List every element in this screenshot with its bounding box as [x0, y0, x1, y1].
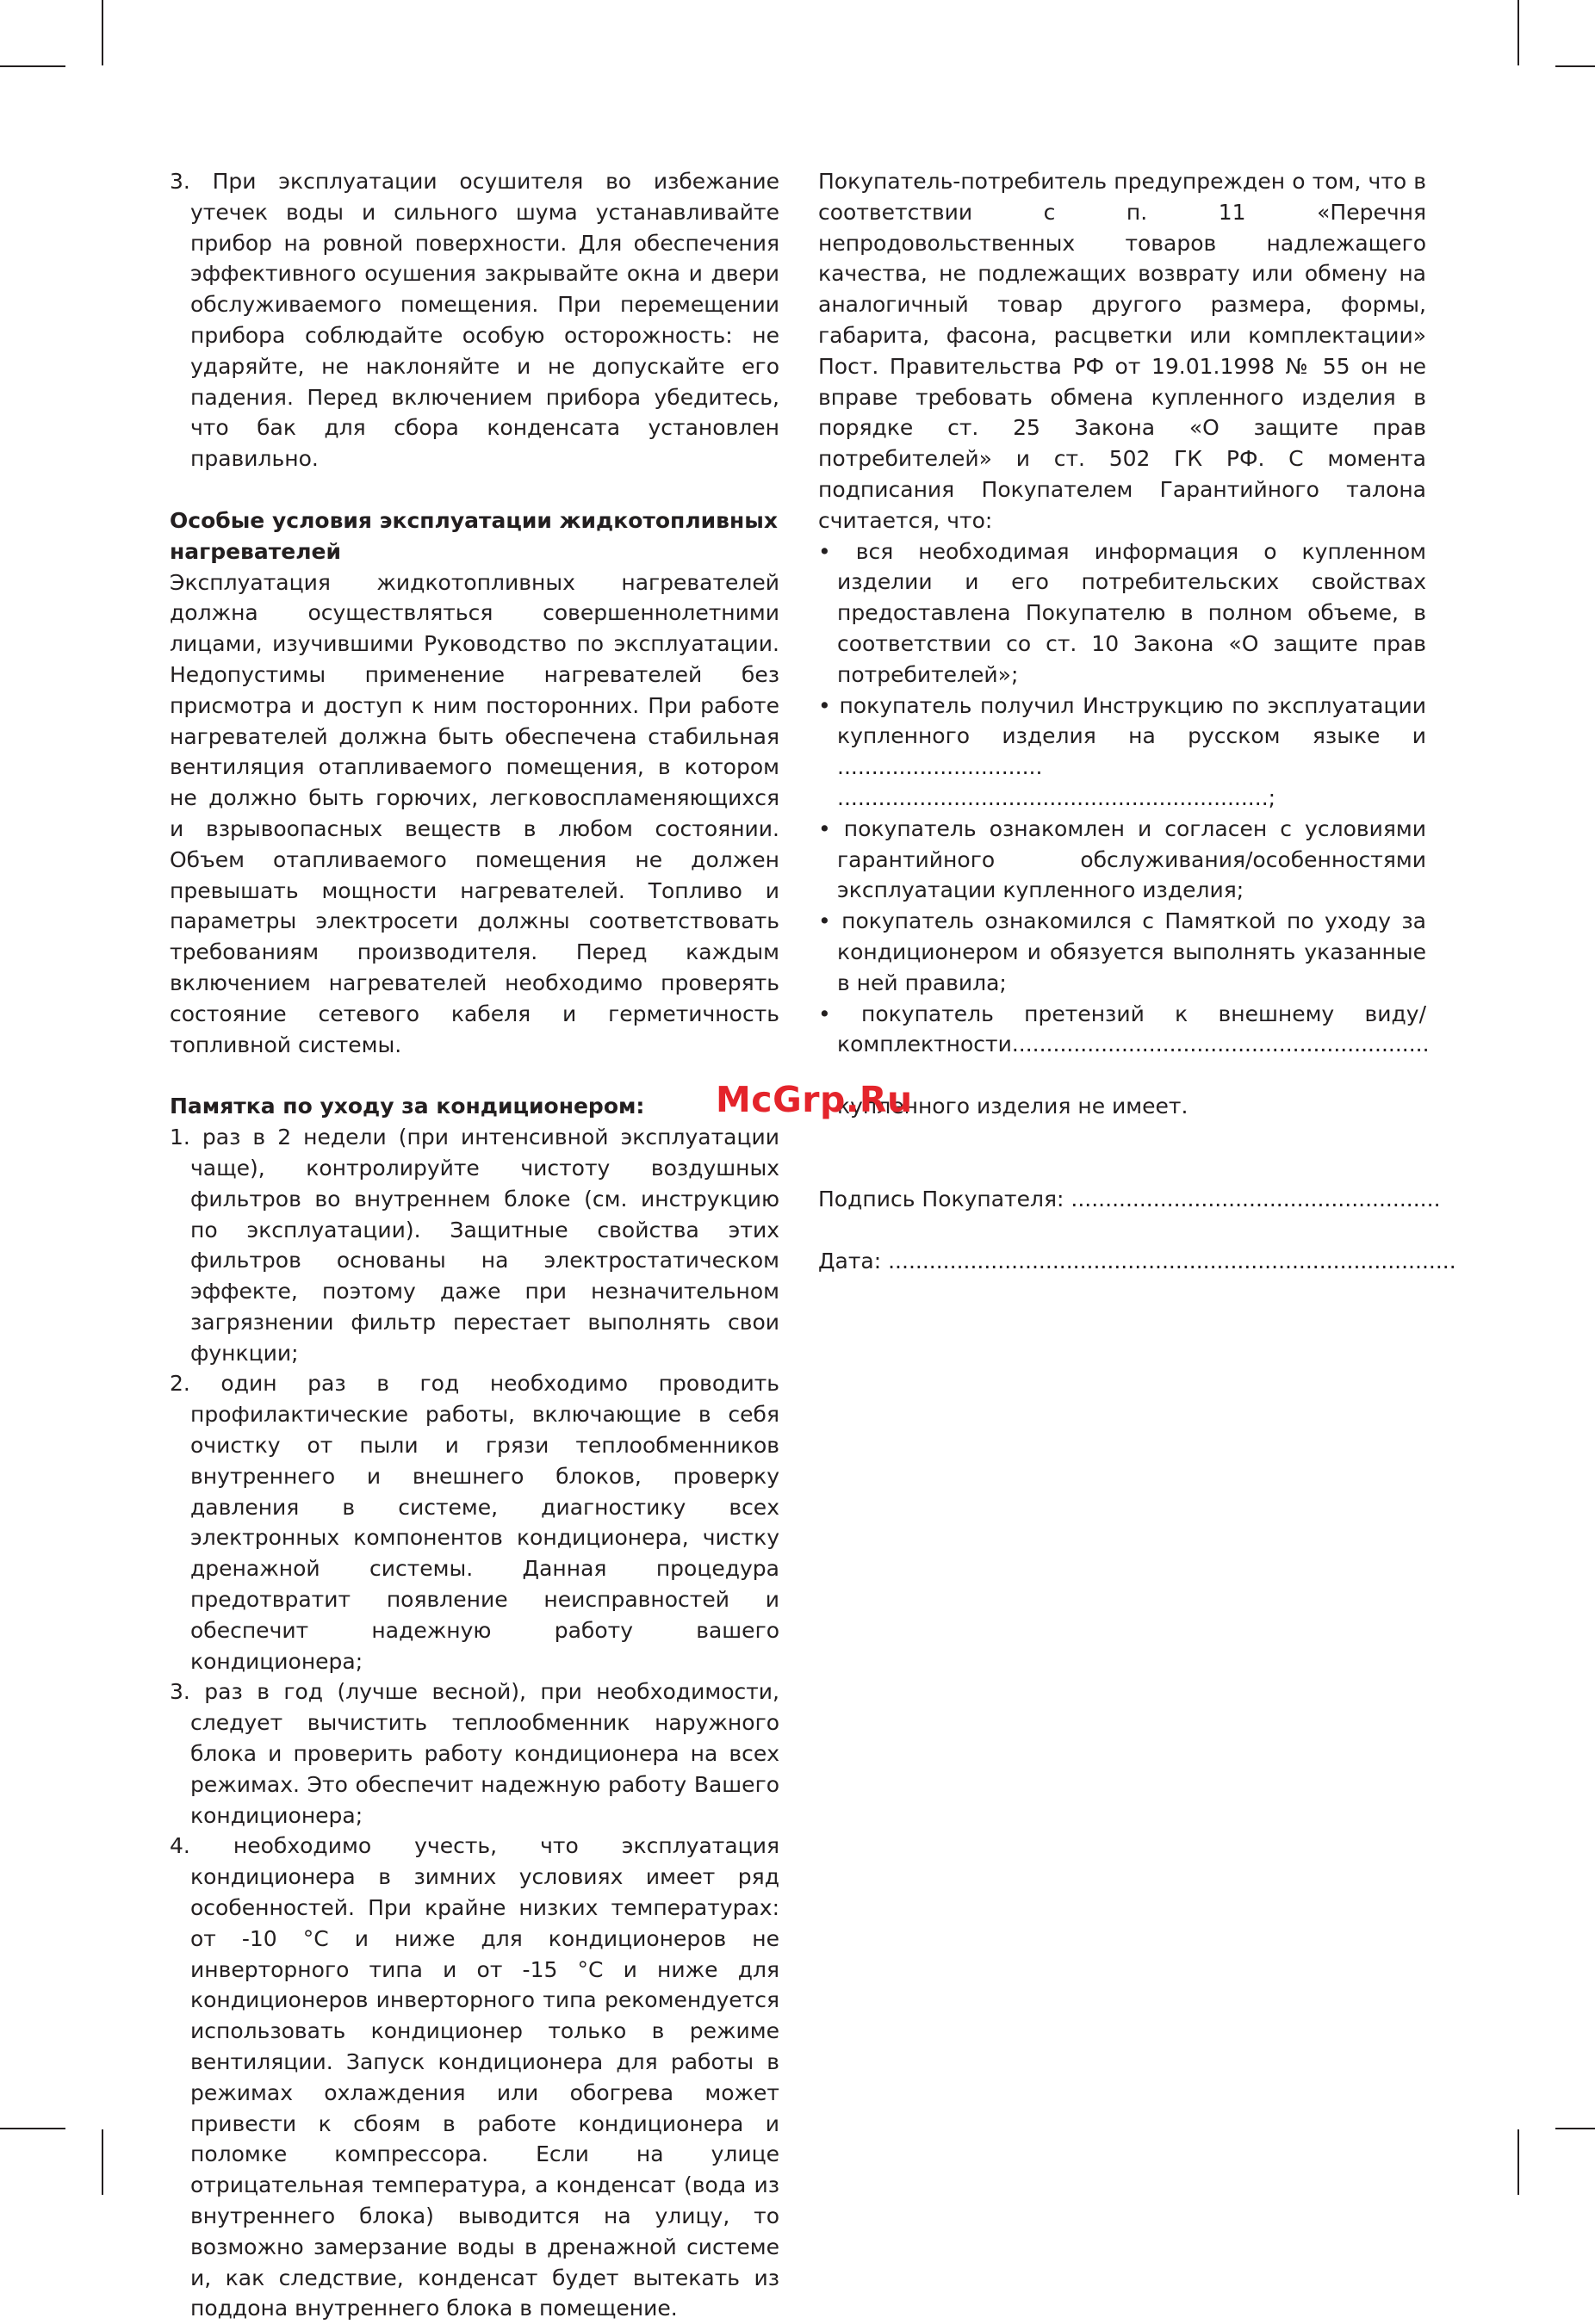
consumer-bullet-2: • покупатель получил Инструкцию по эксплуатации купленного изделия на русском языке и .............................. ...............................................................; [818, 692, 1426, 810]
ac-care-heading: Памятка по уходу за кондиционером: [170, 1094, 645, 1119]
consumer-bullet-5: • покупатель претензий к внешнему виду/комплектности............................................................. [818, 1001, 1430, 1057]
consumer-bullet-3: • покупатель ознакомлен и согласен с условиями гарантийного обслуживания/особенностями эксплуатации купленного изделия; [818, 815, 1426, 903]
date-line: Дата: ................................................................................... [818, 1248, 1456, 1274]
crop-mark-top-right-v [1517, 0, 1519, 65]
crop-mark-top-left-v [102, 0, 103, 65]
crop-mark-bottom-left-h [0, 2128, 65, 2129]
crop-mark-bottom-left-v [102, 2129, 103, 2195]
ac-care-item-2: 2. один раз в год необходимо проводить профилактические работы, включающие в себя очистку от пыли и грязи теплообменников внутреннего и внешнего блоков, проверку давления в системе, диагностику всех электронных компонентов кондиционера, чистку дренажной системы. Данная процедура предотвратит появление неисправностей и обеспечит надежную работу вашего кондиционера; [170, 1371, 779, 1674]
consumer-bullet-4: • покупатель ознакомился с Памяткой по уходу за кондиционером и обязуется выполнять указанные в ней правила; [818, 908, 1426, 995]
ac-care-item-1: 1. раз в 2 недели (при интенсивной эксплуатации чаще), контролируйте чистоту воздушных фильтров во внутреннем блоке (см. инструкцию по эксплуатации). Защитные свойства этих фильтров основаны на электростатическом эффекте, поэтому даже при незначительном загрязнении фильтр перестает выполнять свои функции; [170, 1125, 779, 1366]
watermark-logo: McGrp.Ru [716, 1079, 913, 1120]
heater-conditions-text: Эксплуатация жидкотопливных нагревателей должна осуществляться совершеннолетними лицами, изучившими Руководство по эксплуатации. Недопустимы применение нагревателей без присмотра и доступ к ним посторонних. При работе нагревателей должна быть обеспечена стабильная вентиляция отапливаемого помещения, в котором не должно быть горючих, легковоспламеняющихся и взрывоопасных веществ в любом состоянии. Объем отапливаемого помещения не должен превышать мощности нагревателей. Топливо и параметры электросети должны соответствовать требованиям производителя. Перед каждым включением нагревателей необходимо проверять состояние сетевого кабеля и герметичность топливной системы. [170, 569, 779, 1057]
dehumidifier-item-3: 3. При эксплуатации осушителя во избежание утечек воды и сильного шума устанавливайте прибор на ровной поверхности. Для обеспечения эффективного осушения закрывайте окна и двери обслуживаемого помещения. При перемещении прибора соблюдайте особую осторожность: не ударяйте, не наклоняйте и не допускайте его падения. Перед включением прибора убедитесь, что бак для сбора конденсата установлен правильно. [170, 169, 779, 472]
left-column [170, 166, 779, 2324]
consumer-notice-text: Покупатель-потребитель предупрежден о том, что в соответствии с п. 11 «Перечня непродовольственных товаров надлежащего качества, не подлежащих возврату или обмену на аналогичный товар другого размера, формы, габарита, фасона, расцветки или комплектации» Пост. Правительства РФ от 19.01.1998 № 55 он не вправе требовать обмена купленного изделия в порядке ст. 25 Закона «О защите прав потребителей» и ст. 502 ГК РФ. С момента подписания Покупателем Гарантийного талона считается, что: [818, 169, 1426, 533]
crop-mark-top-left-h [0, 65, 65, 67]
ac-care-item-4: 4. необходимо учесть, что эксплуатация кондиционера в зимних условиях имеет ряд особенностей. При крайне низких температурах: от -10 °С и ниже для кондиционеров не инверторного типа и от -15 °С и ниже для кондиционеров инверторного типа рекомендуется использовать кондиционер только в режиме вентиляции. Запуск кондиционера для работы в режимах охлаждения или обогрева может привести к сбоям в работе кондиционера и поломке компрессора. Если на улице отрицательная температура, а конденсат (вода из внутреннего блока) выводится на улицу, то возможно замерзание воды в дренажной системе и, как следствие, конденсат будет вытекать из поддона внутреннего блока в помещение. [170, 1833, 779, 2321]
heater-conditions-heading: Особые условия эксплуатации жидкотопливных нагревателей [170, 507, 778, 564]
buyer-signature-line: Подпись Покупателя: ...................................................... [818, 1186, 1441, 1212]
crop-mark-top-right-h [1555, 65, 1595, 67]
ac-care-item-3: 3. раз в год (лучше весной), при необходимости, следует вычистить теплообменник наружного блока и проверить работу кондиционера на всех режимах. Это обеспечит надежную работу Вашего кондиционера; [170, 1679, 779, 1828]
no-claims-text: купленного изделия не имеет. [837, 1094, 1188, 1119]
consumer-bullet-1: • вся необходимая информация о купленном изделии и его потребительских свойствах предоставлена Покупателю в полном объеме, в соответствии со ст. 10 Закона «О защите прав потребителей»; [818, 538, 1426, 687]
crop-mark-bottom-right-h [1555, 2128, 1595, 2129]
crop-mark-bottom-right-v [1517, 2129, 1519, 2195]
